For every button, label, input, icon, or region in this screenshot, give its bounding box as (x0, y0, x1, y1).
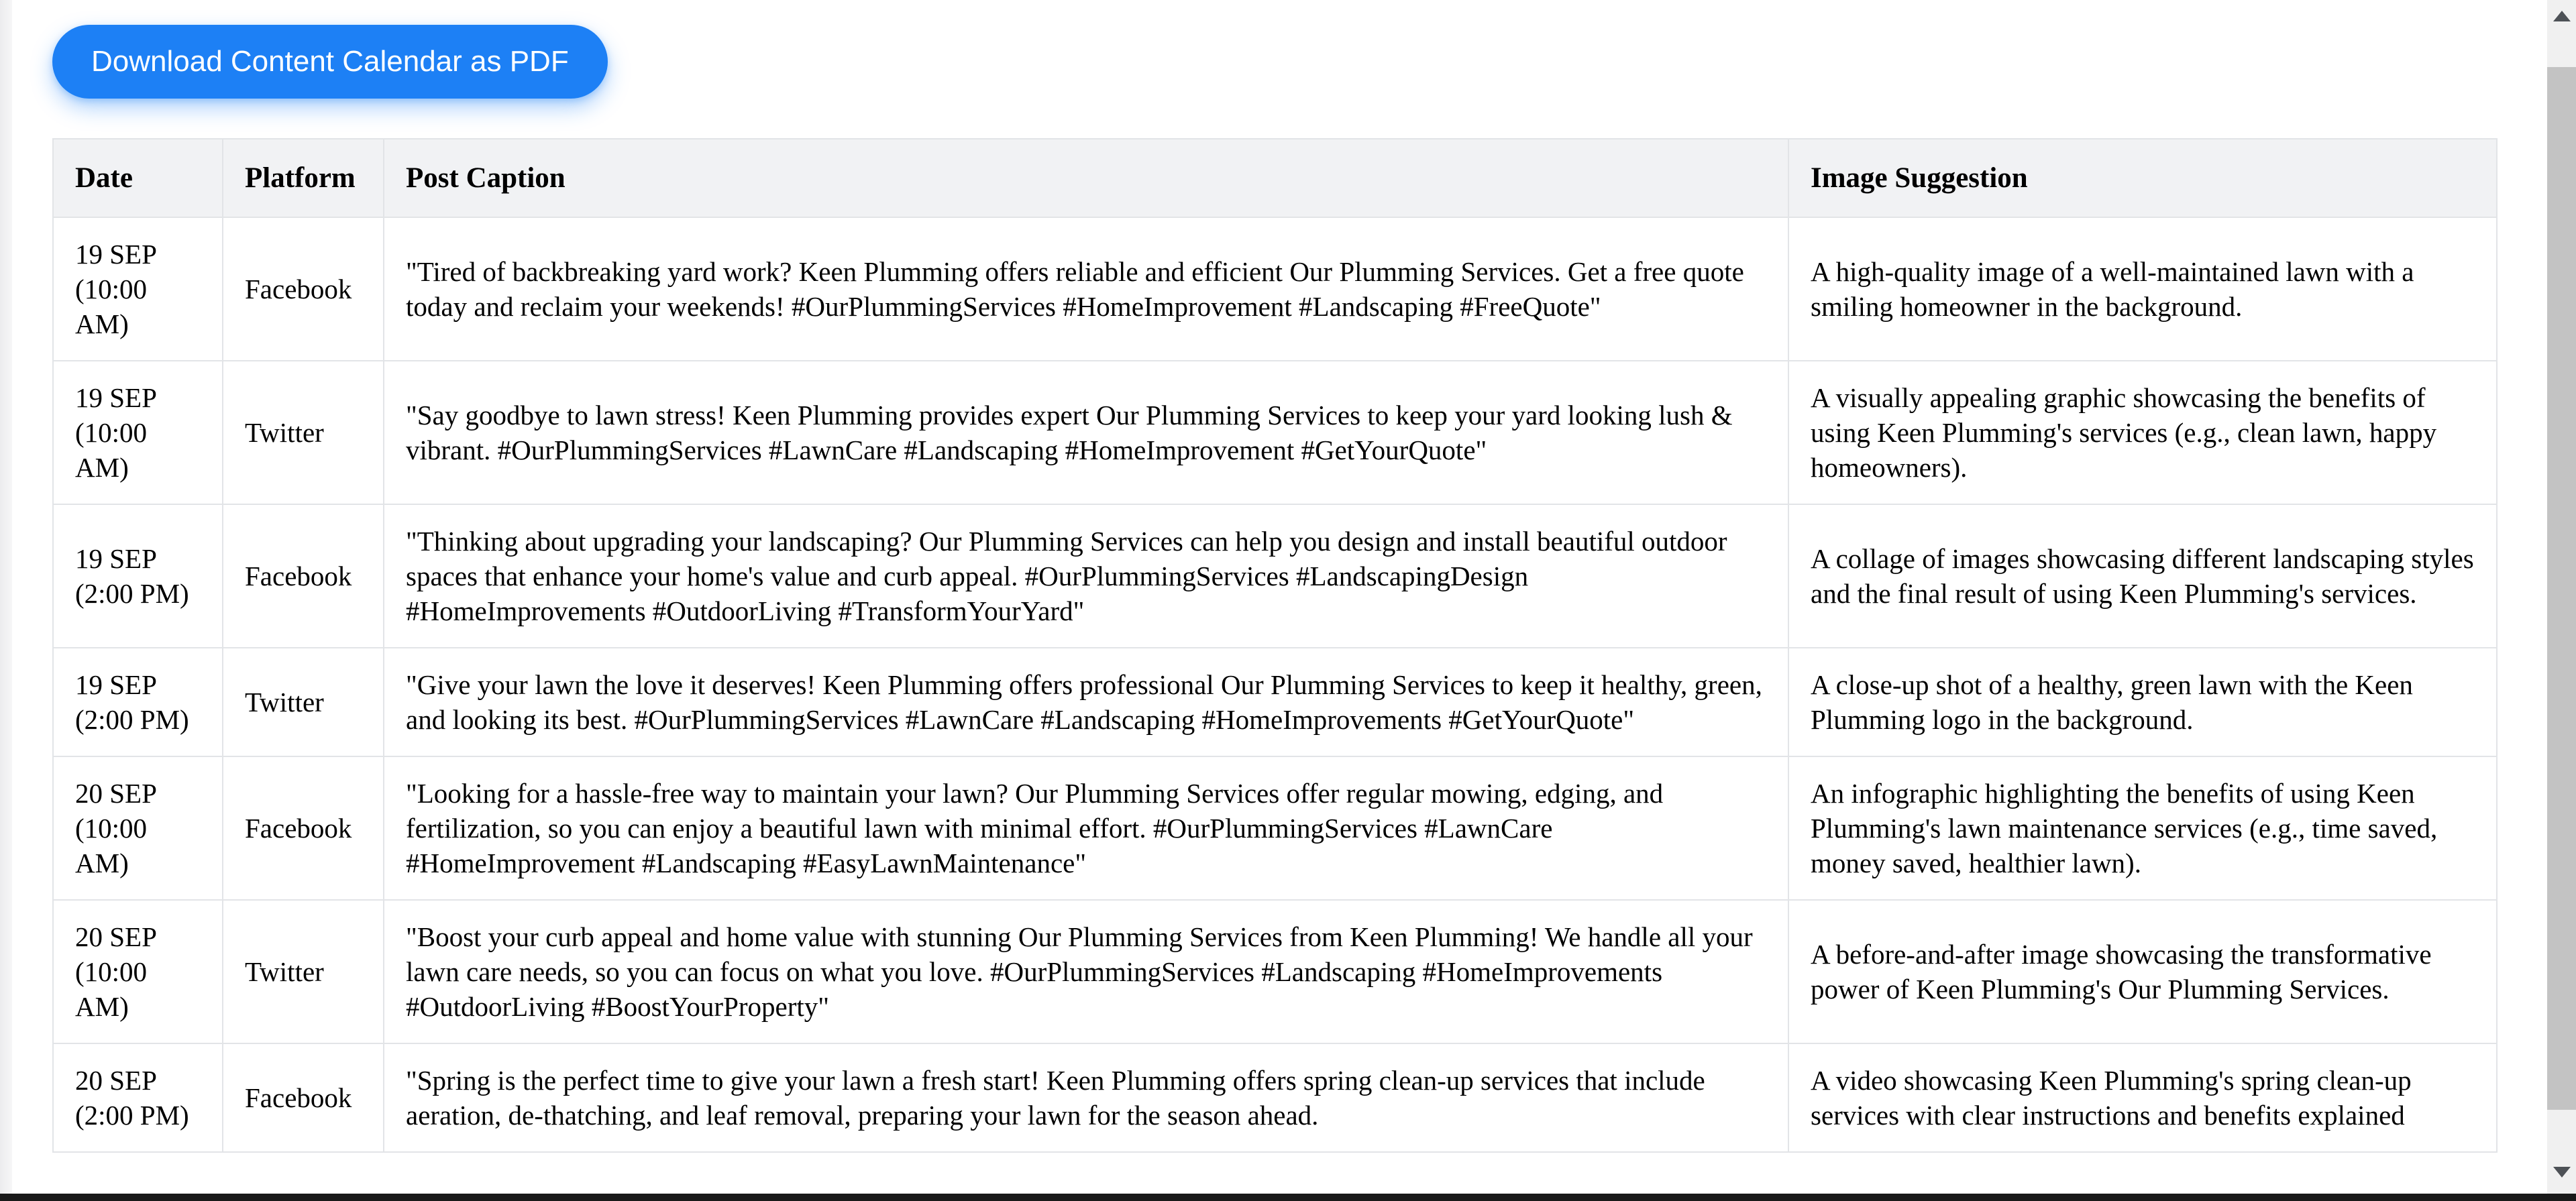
date-cell: 19 SEP (10:00 AM) (53, 217, 223, 361)
post-caption-cell: "Looking for a hassle-free way to maintain your lawn? Our Plumming Services offer regular mowing, edging, and fertilization, so you can enjoy a beautiful lawn with minimal effort. #OurPlummingServices #LawnCare #HomeImprovement #Landscaping #EasyLawnMaintenance" (384, 756, 1788, 900)
vertical-scrollbar[interactable] (2547, 0, 2576, 1201)
scroll-up-arrow-icon[interactable] (2553, 11, 2571, 21)
table-row (53, 217, 2497, 361)
image-suggestion-cell: A video showcasing Keen Plumming's spring clean-up services with clear instructions and benefits explained (1788, 1043, 2497, 1152)
table-row (53, 648, 2497, 756)
scrollbar-thumb[interactable] (2547, 67, 2576, 1110)
window-left-gutter (0, 0, 12, 1201)
window-bottom-edge (0, 1194, 2576, 1201)
post-caption-cell: "Boost your curb appeal and home value with stunning Our Plumming Services from Keen Plumming! We handle all your lawn care needs, so you can focus on what you love. #OurPlummingServices #Landscaping #HomeImprovements #OutdoorLiving #BoostYourProperty" (384, 900, 1788, 1043)
post-caption-cell: "Thinking about upgrading your landscaping? Our Plumming Services can help you design and install beautiful outdoor spaces that enhance your home's value and curb appeal. #OurPlummingServices #LandscapingDesign #HomeImprovements #OutdoorLiving #TransformYourYard" (384, 504, 1788, 648)
platform-cell: Facebook (223, 217, 384, 361)
column-header-image-suggestion: Image Suggestion (1788, 139, 2497, 217)
table-row (53, 504, 2497, 648)
table-row (53, 900, 2497, 1043)
date-cell: 19 SEP (2:00 PM) (53, 648, 223, 756)
image-suggestion-cell: A before-and-after image showcasing the transformative power of Keen Plumming's Our Plumming Services. (1788, 900, 2497, 1043)
platform-cell: Twitter (223, 361, 384, 504)
image-suggestion-cell: A high-quality image of a well-maintained lawn with a smiling homeowner in the background. (1788, 217, 2497, 361)
download-pdf-button[interactable]: Download Content Calendar as PDF (52, 25, 608, 99)
column-header-platform: Platform (223, 139, 384, 217)
image-suggestion-cell: A close-up shot of a healthy, green lawn with the Keen Plumming logo in the background. (1788, 648, 2497, 756)
platform-cell: Twitter (223, 648, 384, 756)
platform-cell: Facebook (223, 1043, 384, 1152)
content-calendar-table (52, 138, 2498, 1153)
page-content (52, 25, 2498, 1153)
date-cell: 20 SEP (10:00 AM) (53, 900, 223, 1043)
scroll-down-arrow-icon[interactable] (2553, 1167, 2571, 1178)
image-suggestion-cell: A visually appealing graphic showcasing the benefits of using Keen Plumming's services (e.g., clean lawn, happy homeowners). (1788, 361, 2497, 504)
platform-cell: Twitter (223, 900, 384, 1043)
platform-cell: Facebook (223, 504, 384, 648)
column-header-post-caption: Post Caption (384, 139, 1788, 217)
post-caption-cell: "Say goodbye to lawn stress! Keen Plumming provides expert Our Plumming Services to keep your yard looking lush & vibrant. #OurPlummingServices #LawnCare #Landscaping #HomeImprovement #GetYourQuote" (384, 361, 1788, 504)
platform-cell: Facebook (223, 756, 384, 900)
post-caption-cell: "Tired of backbreaking yard work? Keen Plumming offers reliable and efficient Our Plumming Services. Get a free quote today and reclaim your weekends! #OurPlummingServices #HomeImprovement #Landscaping #FreeQuote" (384, 217, 1788, 361)
image-suggestion-cell: An infographic highlighting the benefits of using Keen Plumming's lawn maintenance services (e.g., time saved, money saved, healthier lawn). (1788, 756, 2497, 900)
table-row (53, 361, 2497, 504)
date-cell: 20 SEP (10:00 AM) (53, 756, 223, 900)
table-header-row (53, 139, 2497, 217)
date-cell: 20 SEP (2:00 PM) (53, 1043, 223, 1152)
post-caption-cell: "Spring is the perfect time to give your lawn a fresh start! Keen Plumming offers spring clean-up services that include aeration, de-thatching, and leaf removal, preparing your lawn for the season ahead. (384, 1043, 1788, 1152)
post-caption-cell: "Give your lawn the love it deserves! Keen Plumming offers professional Our Plumming Services to keep it healthy, green, and looking its best. #OurPlummingServices #LawnCare #Landscaping #HomeImprovements #GetYourQuote" (384, 648, 1788, 756)
column-header-date: Date (53, 139, 223, 217)
image-suggestion-cell: A collage of images showcasing different landscaping styles and the final result of using Keen Plumming's services. (1788, 504, 2497, 648)
date-cell: 19 SEP (2:00 PM) (53, 504, 223, 648)
table-row (53, 1043, 2497, 1152)
date-cell: 19 SEP (10:00 AM) (53, 361, 223, 504)
table-row (53, 756, 2497, 900)
